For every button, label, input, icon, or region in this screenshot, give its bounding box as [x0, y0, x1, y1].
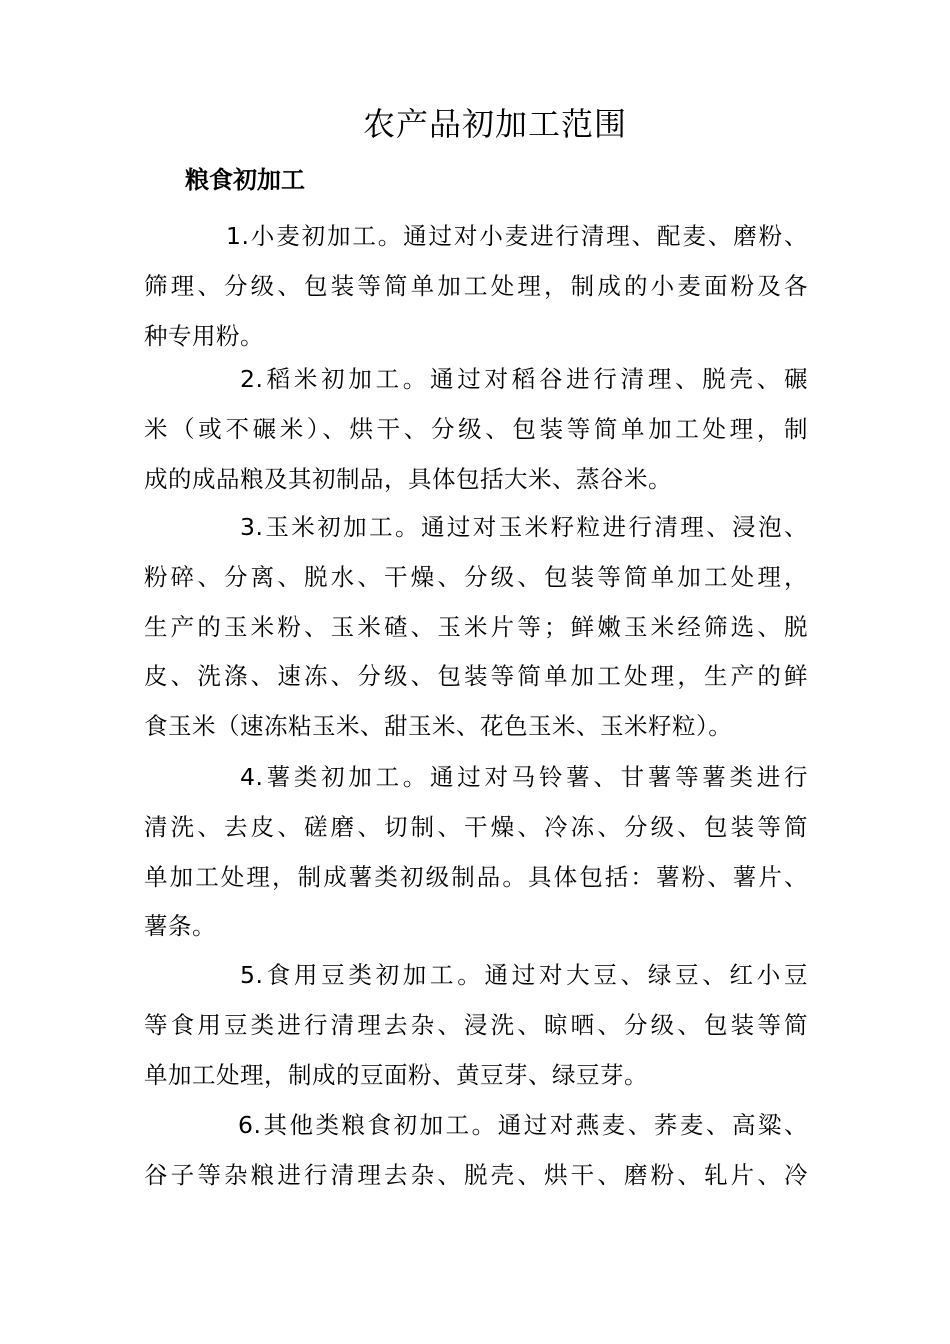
paragraph-line: 筛理、分级、包装等简单加工处理，制成的小麦面粉及各 — [144, 271, 808, 300]
paragraph-line: 等食用豆类进行清理去杂、浸洗、晾晒、分级、包装等简 — [144, 1010, 808, 1039]
paragraph-corn — [144, 503, 808, 752]
paragraph-line: 清洗、去皮、磋磨、切制、干燥、冷冻、分级、包装等简 — [144, 812, 808, 841]
paragraph-line: 3.玉米初加工。通过对玉米籽粒进行清理、浸泡、 — [240, 513, 808, 541]
paragraph-beans — [144, 951, 808, 1100]
paragraph-line: 生产的玉米粉、玉米碴、玉米片等；鲜嫩玉米经筛选、脱 — [144, 612, 808, 641]
paragraph-line: 米（或不碾米）、烘干、分级、包装等简单加工处理，制 — [144, 414, 808, 443]
paragraph-wheat — [144, 212, 808, 361]
paragraph-line: 2.稻米初加工。通过对稻谷进行清理、脱壳、碾 — [240, 365, 808, 393]
paragraph-line: 谷子等杂粮进行清理去杂、脱壳、烘干、磨粉、轧片、冷 — [144, 1160, 808, 1189]
paragraph-line: 6.其他类粮食初加工。通过对燕麦、荞麦、高粱、 — [238, 1111, 808, 1139]
paragraph-line: 4.薯类初加工。通过对马铃薯、甘薯等薯类进行 — [240, 763, 808, 791]
paragraph-line: 5.食用豆类初加工。通过对大豆、绿豆、红小豆 — [240, 961, 808, 989]
paragraph-line: 皮、洗涤、速冻、分级、包装等简单加工处理，生产的鲜 — [144, 662, 808, 691]
paragraph-line: 食玉米（速冻粘玉米、甜玉米、花色玉米、玉米籽粒）。 — [144, 712, 733, 741]
paragraph-line: 1.小麦初加工。通过对小麦进行清理、配麦、磨粉、 — [226, 222, 808, 250]
paragraph-line: 粉碎、分离、脱水、干燥、分级、包装等简单加工处理， — [144, 562, 808, 591]
paragraph-line: 单加工处理，制成薯类初级制品。具体包括：薯粉、薯片、 — [144, 862, 808, 891]
paragraph-rice — [144, 355, 808, 504]
paragraph-tuber — [144, 753, 808, 952]
paragraph-line: 成的成品粮及其初制品，具体包括大米、蒸谷米。 — [144, 464, 672, 493]
section-heading: 粮食初加工 — [185, 166, 305, 194]
paragraph-other-grains — [144, 1101, 808, 1201]
paragraph-line: 薯条。 — [144, 912, 216, 941]
document-title: 农产品初加工范围 — [362, 105, 627, 143]
paragraph-line: 种专用粉。 — [144, 321, 264, 350]
paragraph-line: 单加工处理，制成的豆面粉、黄豆芽、绿豆芽。 — [144, 1060, 648, 1089]
